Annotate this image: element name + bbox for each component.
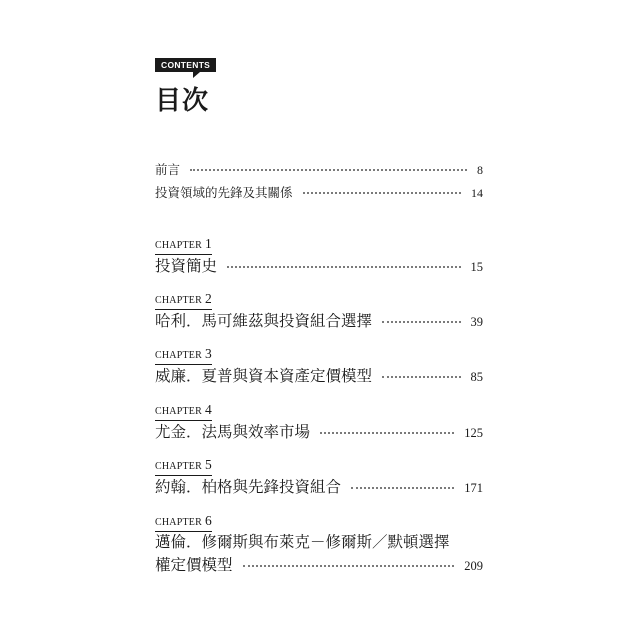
toc-entry-label: 前言 (155, 162, 181, 177)
chapter-heading-2 (155, 291, 212, 310)
chapter-title-line-2: 權定價模型 (155, 556, 233, 574)
contents-badge: CONTENTS (155, 58, 216, 72)
toc-entry-chapter-4[interactable] (155, 420, 483, 442)
dot-leader (190, 169, 467, 171)
chapter-page: 171 (464, 481, 483, 495)
dot-leader (382, 376, 460, 378)
chapter-heading-5 (155, 457, 212, 476)
chapter-number: 1 (204, 236, 212, 251)
toc-entry-chapter-5[interactable] (155, 475, 483, 497)
chapter-number: 6 (204, 513, 212, 528)
toc-entry-page: 14 (471, 186, 483, 200)
dot-leader (351, 487, 454, 489)
toc-entry-label: 投資領域的先鋒及其關係 (155, 185, 293, 200)
toc-entry-preface[interactable] (155, 160, 483, 178)
chapter-heading-1 (155, 236, 212, 255)
chapter-prefix: CHAPTER (155, 517, 202, 528)
dot-leader (382, 321, 460, 323)
badge-tail-shape (193, 72, 200, 78)
toc-entry-chapter-1[interactable] (155, 254, 483, 276)
toc-entry-chapter-2[interactable] (155, 309, 483, 331)
chapter-prefix: CHAPTER (155, 240, 202, 251)
chapter-prefix: CHAPTER (155, 406, 202, 417)
chapter-title: 威廉．夏普與資本資產定價模型 (155, 367, 373, 385)
page-title: 目次 (155, 86, 210, 116)
dot-leader (227, 266, 460, 268)
chapter-title: 哈利．馬可維茲與投資組合選擇 (155, 312, 373, 330)
chapter-number: 5 (204, 457, 212, 472)
chapter-prefix: CHAPTER (155, 350, 202, 361)
chapter-prefix: CHAPTER (155, 295, 202, 306)
toc-entry-page: 8 (477, 163, 483, 177)
dot-leader (320, 432, 454, 434)
chapter-prefix: CHAPTER (155, 461, 202, 472)
dot-leader (303, 192, 461, 194)
chapter-number: 3 (204, 346, 212, 361)
chapter-page: 125 (464, 426, 483, 440)
chapter-heading-4 (155, 402, 212, 421)
chapter-page: 209 (464, 559, 483, 573)
toc-entry-pioneers[interactable] (155, 183, 483, 201)
chapter-title: 投資簡史 (155, 257, 218, 275)
chapter-title: 尤金．法馬與效率市場 (155, 423, 311, 441)
chapter-title: 約翰．柏格與先鋒投資組合 (155, 478, 342, 496)
chapter-page: 39 (470, 315, 483, 329)
chapter-title-line-1[interactable]: 邁倫．修爾斯與布萊克－修爾斯／默頓選擇 (155, 533, 450, 551)
chapter-number: 4 (204, 402, 212, 417)
toc-entry-chapter-3[interactable] (155, 364, 483, 386)
dot-leader (243, 565, 455, 567)
chapter-page: 15 (470, 260, 483, 274)
chapter-number: 2 (204, 291, 212, 306)
toc-entry-chapter-6[interactable] (155, 553, 483, 575)
chapter-heading-3 (155, 346, 212, 365)
chapter-page: 85 (470, 370, 483, 384)
